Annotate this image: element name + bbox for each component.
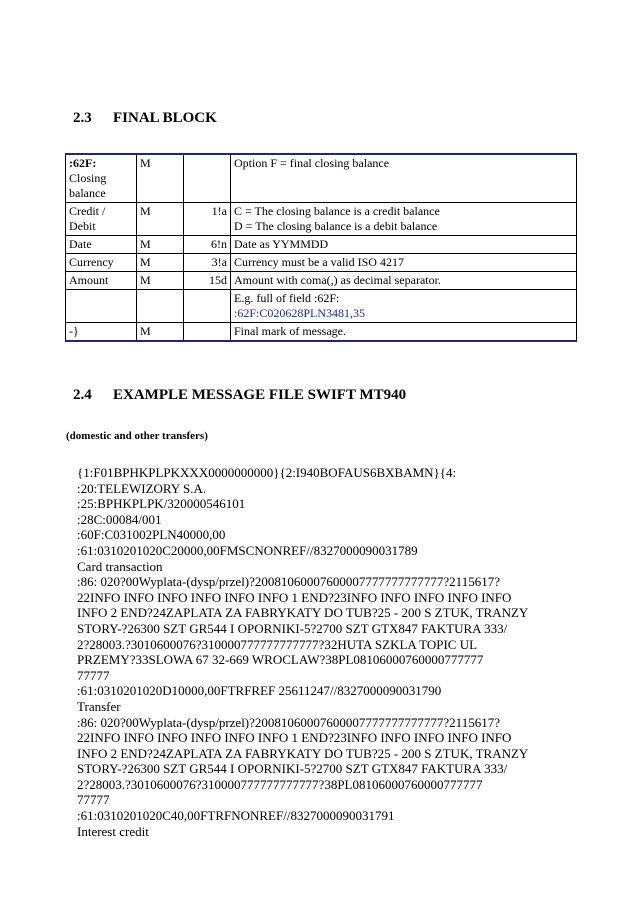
format-cell: 3!a [184, 254, 231, 272]
section-number: 2.4 [73, 387, 92, 403]
message-line: {1:F01BPHKPLPKXXX0000000000}{2:I940BOFAUS6BXBAMN}{4: [77, 465, 457, 480]
field-name: Date [69, 237, 92, 251]
message-line: :61:0310201020C20000,00FMSCNONREF//8327000090031789 [77, 542, 418, 558]
message-line: 2?28003.?3010600076?310000777777777777?38PL08106000760000777777 [77, 776, 483, 792]
format-cell: 1!a [184, 203, 231, 236]
mandatory-cell: M [137, 203, 184, 236]
description-line: :62F:C020628PLN3481,35 [234, 306, 366, 320]
field-name-line: Debit [69, 219, 96, 233]
description-line: Option F = final closing balance [234, 156, 390, 170]
field-cell [66, 272, 137, 290]
description-cell [231, 154, 577, 203]
description-cell [231, 236, 577, 254]
field-name: :62F: [69, 156, 97, 170]
table-row [66, 154, 577, 203]
message-line: :25:BPHKPLPK/320000546101 [77, 496, 246, 512]
description-line: Date as YYMMDD [234, 237, 329, 251]
mandatory-cell: M [137, 272, 184, 290]
section-title: FINAL BLOCK [113, 110, 217, 126]
message-line: 2?28003.?3010600076?310000777777777777?32HUTA SZKLA TOPIC UL [77, 636, 478, 652]
message-line: Interest credit [77, 823, 149, 839]
message-line: INFO 2 END?24ZAPLATA ZA FABRYKATY DO TUB?25 - 200 S ZTUK, TRANZY [77, 605, 529, 621]
message-line: 22INFO INFO INFO INFO INFO INFO 1 END?23INFO INFO INFO INFO INFO [77, 730, 512, 746]
description-cell [231, 203, 577, 236]
description-cell [231, 323, 577, 342]
message-line: :61:0310201020C40,00FTRFNONREF//8327000090031791 [77, 808, 395, 824]
field-name: Amount [69, 273, 109, 287]
final-block-table [65, 153, 577, 342]
mandatory-cell: M [137, 154, 184, 203]
message-line: 77777 [77, 667, 110, 683]
message-line: 77777 [77, 792, 110, 808]
mandatory-cell: M [137, 323, 184, 342]
description-cell [231, 290, 577, 323]
table-row [66, 272, 577, 290]
description-line: Currency must be a valid ISO 4217 [234, 255, 404, 269]
mandatory-cell [137, 290, 184, 323]
field-cell [66, 236, 137, 254]
example-message-text [77, 465, 547, 839]
message-line: PRZEMY?33SLOWA 67 32-669 WROCLAW?38PL08106000760000777777 [77, 652, 484, 668]
mandatory-cell: M [137, 236, 184, 254]
table-row [66, 236, 577, 254]
format-cell: 6!n [184, 236, 231, 254]
section-heading-final-block [73, 110, 217, 127]
description-line: Final mark of message. [234, 324, 346, 338]
final-block-table-body [66, 154, 577, 341]
field-name: Credit / [69, 204, 106, 218]
message-line: STORY-?26300 SZT GR544 I OPORNIKI-5?2700 SZT GTX847 FAKTURA 333/ [77, 761, 508, 777]
message-line: STORY-?26300 SZT GR544 I OPORNIKI-5?2700 SZT GTX847 FAKTURA 333/ [77, 620, 508, 636]
description-cell [231, 272, 577, 290]
description-line: C = The closing balance is a credit balance [234, 204, 440, 218]
message-line: :20:TELEWIZORY S.A. [77, 480, 207, 496]
description-cell [231, 254, 577, 272]
section-number: 2.3 [73, 110, 92, 126]
field-cell [66, 323, 137, 342]
table-row [66, 290, 577, 323]
description-line: D = The closing balance is a debit balance [234, 219, 438, 233]
section-heading-example-message [73, 387, 406, 404]
message-line: :60F:C031002PLN40000,00 [77, 527, 226, 543]
message-line: :28C:00084/001 [77, 511, 162, 527]
table-row [66, 323, 577, 342]
field-cell [66, 203, 137, 236]
field-name-line: balance [69, 186, 106, 200]
message-line: 22INFO INFO INFO INFO INFO INFO 1 END?23INFO INFO INFO INFO INFO [77, 589, 512, 605]
section-title: EXAMPLE MESSAGE FILE SWIFT MT940 [113, 387, 407, 403]
field-name: -} [69, 324, 79, 338]
mandatory-cell: M [137, 254, 184, 272]
section-note: (domestic and other transfers) [66, 430, 208, 442]
message-line: INFO 2 END?24ZAPLATA ZA FABRYKATY DO TUB?25 - 200 S ZTUK, TRANZY [77, 745, 529, 761]
message-line: Card transaction [77, 558, 163, 574]
field-name: Currency [69, 255, 114, 269]
message-line: :86: 020?00Wyplata-(dysp/przel)?20081060007600007777777777777?2115617? [77, 574, 500, 590]
format-cell [184, 290, 231, 323]
format-cell [184, 154, 231, 203]
message-line: :86: 020?00Wyplata-(dysp/przel)?20081060007600007777777777777?2115617? [77, 714, 500, 730]
format-cell [184, 323, 231, 342]
description-line: E.g. full of field :62F: [234, 291, 340, 305]
field-cell [66, 290, 137, 323]
field-name-line: Closing [69, 171, 107, 185]
table-row [66, 254, 577, 272]
field-cell [66, 154, 137, 203]
format-cell: 15d [184, 272, 231, 290]
description-line: Amount with coma(,) as decimal separator. [234, 273, 441, 287]
field-cell [66, 254, 137, 272]
table-row [66, 203, 577, 236]
message-line: :61:0310201020D10000,00FTRFREF 25611247//8327000090031790 [77, 683, 442, 699]
message-line: Transfer [77, 698, 121, 714]
